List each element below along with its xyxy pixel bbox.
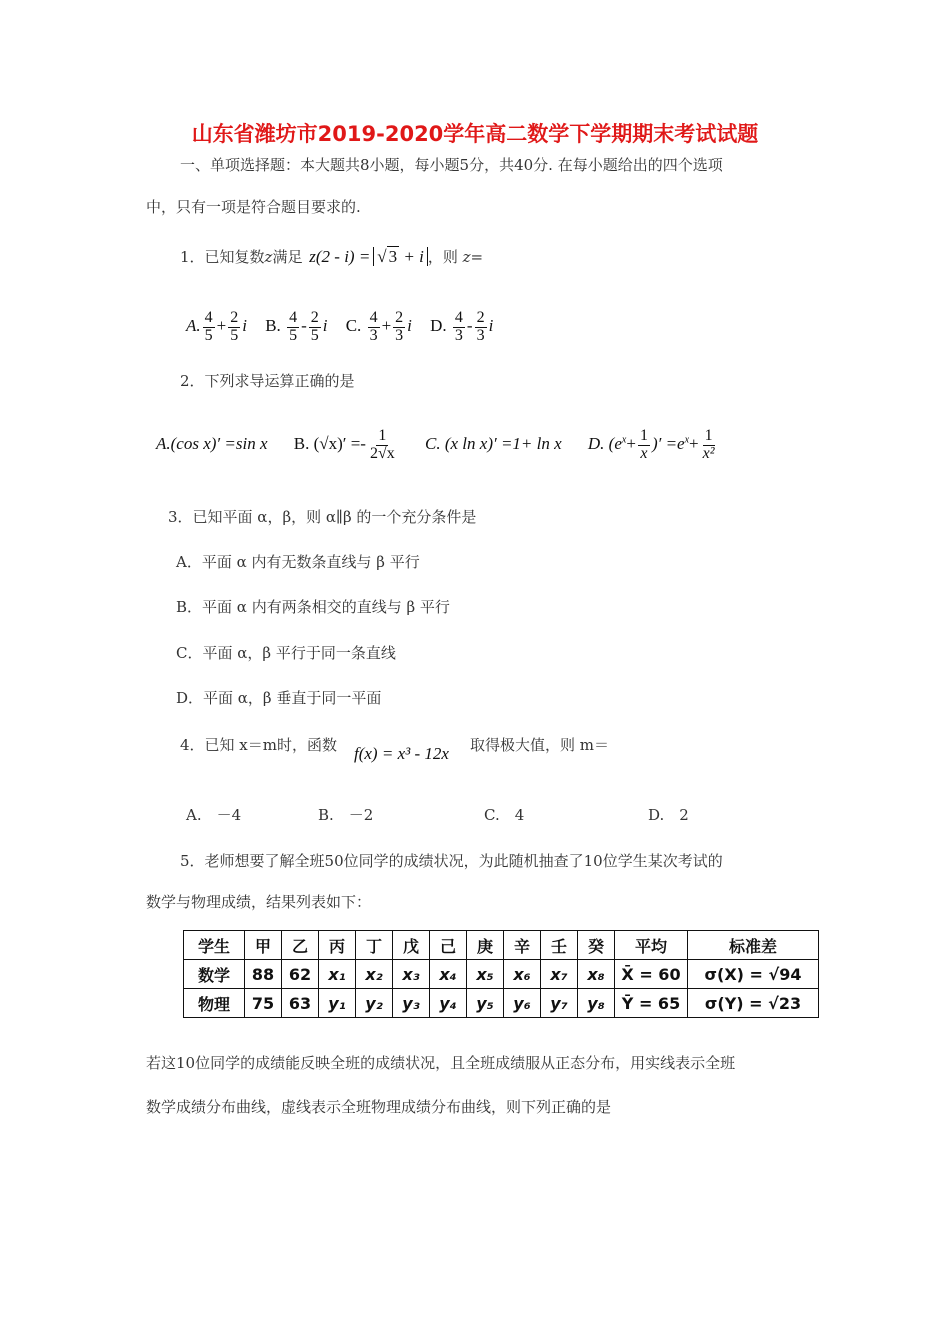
table-header-cell: 学生 <box>184 931 245 960</box>
q2-option-c[interactable]: C. (x ln x)′ =1+ ln x <box>425 434 562 454</box>
table-cell: X̄ = 60 <box>615 960 688 989</box>
table-cell: y₁ <box>319 989 356 1018</box>
q4-option-c[interactable]: C. 4 <box>484 806 525 824</box>
q4-stem-a: 4．已知 x＝m时，函数 <box>180 736 337 754</box>
table-header-cell: 甲 <box>245 931 282 960</box>
table-header-cell: 庚 <box>467 931 504 960</box>
table-header-cell: 标准差 <box>688 931 819 960</box>
table-cell: y₅ <box>467 989 504 1018</box>
table-header-cell: 戊 <box>393 931 430 960</box>
table-cell: Ȳ = 65 <box>615 989 688 1018</box>
table-row <box>184 989 819 1018</box>
table-cell: 62 <box>282 960 319 989</box>
table-header-row <box>184 931 819 960</box>
q3-stem: 3．已知平面 α，β，则 α∥β 的一个充分条件是 <box>168 508 477 526</box>
table-cell: x₅ <box>467 960 504 989</box>
q4-option-b[interactable]: B. －2 <box>318 806 374 824</box>
q4-option-d[interactable]: D. 2 <box>648 806 689 824</box>
table-cell: y₈ <box>578 989 615 1018</box>
q1-options <box>186 310 493 345</box>
table-cell: 数学 <box>184 960 245 989</box>
q3-option-d[interactable]: D．平面 α，β 垂直于同一平面 <box>176 689 382 707</box>
table-cell: x₃ <box>393 960 430 989</box>
table-cell: 88 <box>245 960 282 989</box>
table-header-cell: 丙 <box>319 931 356 960</box>
q1-stem: 1．已知复数z满足 z(2 - i) = √ 3 + i ，则 z= <box>180 247 484 266</box>
table-cell: y₂ <box>356 989 393 1018</box>
table-header-cell: 癸 <box>578 931 615 960</box>
q2-option-b[interactable]: B. (√x)′ =- $\frac{1}{2√x}$ <box>293 427 395 462</box>
table-cell: 75 <box>245 989 282 1018</box>
q5-line2: 数学与物理成绩，结果列表如下： <box>146 893 372 911</box>
q2-option-a[interactable]: A.(cos x)′ =sin x <box>156 434 268 454</box>
section-intro-line2: 中，只有一项是符合题目要求的. <box>146 198 361 216</box>
q2-options <box>156 428 719 463</box>
q4-stem-b: 取得极大值，则 m＝ <box>470 736 609 754</box>
table-header-cell: 辛 <box>504 931 541 960</box>
table-cell: y₄ <box>430 989 467 1018</box>
q3-option-a[interactable]: A．平面 α 内有无数条直线与 β 平行 <box>176 553 420 571</box>
table-cell: σ(X) = √94 <box>688 960 819 989</box>
table-cell: x₆ <box>504 960 541 989</box>
scores-table-wrap <box>183 930 819 1018</box>
table-cell: y₃ <box>393 989 430 1018</box>
q4-option-a[interactable]: A. －4 <box>186 806 242 824</box>
q2-stem: 2．下列求导运算正确的是 <box>180 372 355 390</box>
table-cell: x₇ <box>541 960 578 989</box>
q3-option-b[interactable]: B．平面 α 内有两条相交的直线与 β 平行 <box>176 598 450 616</box>
q5-line1: 5．老师想要了解全班50位同学的成绩状况，为此随机抽查了10位学生某次考试的 <box>180 852 723 870</box>
q1-option-b[interactable]: B. $\frac{4}{5}$ - $\frac{2}{5}$ i <box>265 309 328 344</box>
table-cell: 63 <box>282 989 319 1018</box>
table-cell: x₁ <box>319 960 356 989</box>
table-cell: y₇ <box>541 989 578 1018</box>
q5-after-line1: 若这10位同学的成绩能反映全班的成绩状况，且全班成绩服从正态分布，用实线表示全班 <box>146 1054 736 1072</box>
table-cell: x₄ <box>430 960 467 989</box>
table-header-cell: 乙 <box>282 931 319 960</box>
q1-option-a[interactable]: A. $\frac{4}{5}$ + $\frac{2}{5}$ i <box>186 309 247 344</box>
table-header-cell: 丁 <box>356 931 393 960</box>
scores-table <box>183 930 819 1018</box>
table-header-cell: 己 <box>430 931 467 960</box>
q4-function: f(x) = x³ - 12x <box>354 744 449 763</box>
table-cell: y₆ <box>504 989 541 1018</box>
table-cell: x₂ <box>356 960 393 989</box>
q3-option-c[interactable]: C．平面 α，β 平行于同一条直线 <box>176 644 396 662</box>
q2-option-d[interactable]: D. ($e^x+$ $\frac{1}{x}$ )′ $=e^x+$ $\frac{1}{\text{x²}}$ <box>587 427 715 462</box>
q1-option-d[interactable]: D. $\frac{4}{3}$ - $\frac{2}{3}$ i <box>430 309 494 344</box>
table-cell: σ(Y) = √23 <box>688 989 819 1018</box>
q1-option-c[interactable]: C. $\frac{4}{3}$ + $\frac{2}{3}$ i <box>345 309 412 344</box>
table-row <box>184 960 819 989</box>
table-header-cell: 壬 <box>541 931 578 960</box>
table-cell: 物理 <box>184 989 245 1018</box>
q5-after-line2: 数学成绩分布曲线，虚线表示全班物理成绩分布曲线，则下列正确的是 <box>146 1098 612 1116</box>
table-header-cell: 平均 <box>615 931 688 960</box>
page-title: 山东省潍坊市2019-2020学年高二数学下学期期末考试试题 <box>191 122 759 146</box>
section-intro-line1: 一、单项选择题：本大题共8小题，每小题5分，共40分. 在每小题给出的四个选项 <box>180 156 723 174</box>
table-cell: x₈ <box>578 960 615 989</box>
